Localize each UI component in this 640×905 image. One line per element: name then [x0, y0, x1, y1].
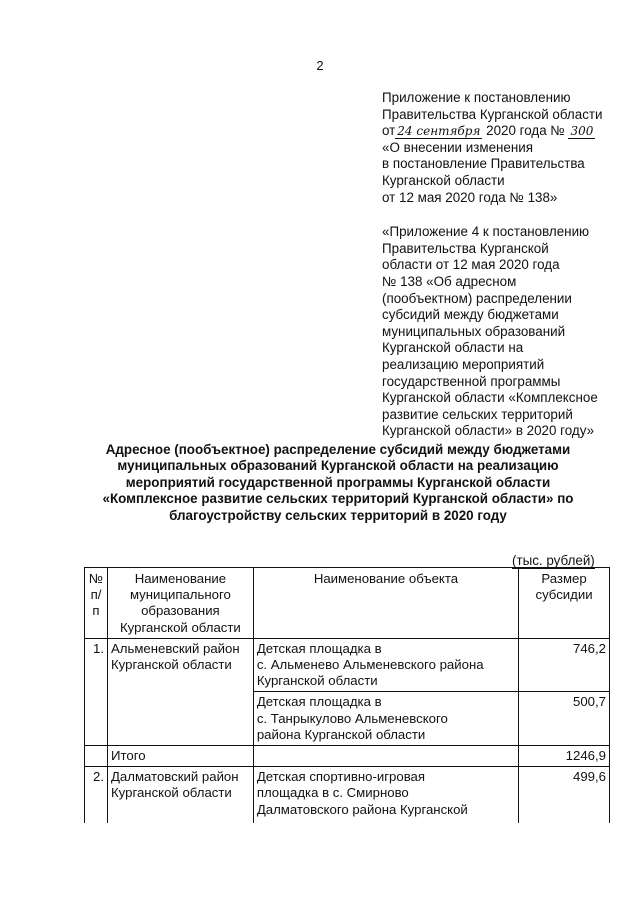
title-line: Адресное (пообъектное) распределение субсидий между бюджетами — [105, 442, 571, 457]
quote-line: № 138 «Об адресном — [382, 273, 517, 289]
total-row — [85, 746, 610, 767]
cell-line: Альменевский район — [110, 640, 240, 656]
header-subsidy — [519, 568, 610, 639]
cell-line: Далматовского района Курганской — [256, 801, 468, 817]
total-label: Итого — [107, 746, 253, 767]
title-line: «Комплексное развитие сельских территорий Курганской области» по — [102, 491, 574, 507]
cell-line: Детская площадка в — [256, 694, 382, 710]
cell-line: Курганской области — [256, 673, 378, 689]
cell-line: Детская спортивно-игровая — [256, 769, 426, 785]
units-text: (тыс. рублей) — [512, 553, 595, 568]
appendix-line: «О внесении изменения — [382, 139, 533, 155]
table-row — [85, 767, 610, 824]
quote-line: области от 12 мая 2020 года — [382, 257, 560, 273]
appendix-line: Правительства Курганской области — [382, 106, 603, 122]
header-text: Курганской области — [119, 619, 241, 635]
appendix-line: Курганской области — [382, 172, 505, 188]
header-text: Размер — [541, 571, 587, 586]
units-label — [512, 553, 595, 568]
empty-cell — [253, 746, 518, 767]
title-line: муниципальных образований Курганской области на реализацию — [117, 458, 559, 474]
header-text: субсидии — [535, 587, 593, 603]
header-municipality — [107, 568, 253, 639]
quote-line: субсидий между бюджетами — [382, 307, 559, 323]
document-title — [88, 442, 588, 524]
title-line: мероприятий государственной программы Курганской области — [125, 474, 551, 490]
quote-line: Курганской области» в 2020 году» — [382, 423, 595, 439]
cell-line: с. Танрыкулово Альменевского — [256, 710, 448, 726]
object-cell — [253, 692, 518, 746]
table-row — [85, 638, 610, 692]
quote-line: Курганской области «Комплексное — [382, 390, 598, 406]
appendix-line: от 12 мая 2020 года № 138» — [382, 189, 558, 205]
row-number: 1. — [85, 638, 108, 745]
header-number — [85, 568, 108, 639]
header-text: Наименование — [134, 571, 227, 586]
quote-line: Правительства Курганской — [382, 240, 549, 256]
header-text: муниципального — [129, 587, 231, 603]
header-object — [253, 568, 518, 639]
header-text: п/п — [90, 587, 102, 619]
header-text: образования — [141, 603, 220, 619]
appendix-line: Приложение к постановлению — [382, 90, 571, 105]
quote-line: реализацию мероприятий — [382, 356, 545, 372]
quote-line: Курганской области на — [382, 340, 524, 356]
cell-line: района Курганской области — [256, 726, 426, 742]
appendix-year-label: 2020 года № — [486, 123, 565, 139]
empty-cell — [85, 746, 108, 767]
quote-line: «Приложение 4 к постановлению — [382, 224, 590, 240]
cell-line: площадка в с. Смирново — [256, 785, 409, 801]
object-cell — [253, 638, 518, 692]
table-header-row — [85, 568, 610, 639]
title-line: благоустройству сельских территорий в 2020 году — [169, 507, 507, 523]
appendix-block — [382, 90, 622, 440]
subsidy-cell: 746,2 — [519, 638, 610, 692]
cell-line: с. Альменево Альменевского района — [256, 657, 484, 673]
object-cell — [253, 767, 518, 824]
appendix-line: в постановление Правительства — [382, 156, 585, 172]
page-number: 2 — [316, 58, 324, 73]
quote-line: (пообъектном) распределении — [382, 290, 572, 306]
handwritten-date: 24 сентября — [397, 124, 481, 139]
cell-line: Далматовский район — [110, 769, 239, 785]
appendix-gap — [382, 206, 622, 224]
subsidy-table — [84, 567, 610, 823]
cell-line: Курганской области — [110, 657, 232, 673]
header-text: № — [88, 571, 104, 586]
cell-line: Детская площадка в — [256, 640, 382, 656]
quote-line: государственной программы — [382, 373, 561, 389]
subsidy-cell: 499,6 — [519, 767, 610, 824]
quote-line: развитие сельских территорий — [382, 406, 573, 422]
appendix-date-line — [382, 123, 622, 140]
handwritten-number: 300 — [570, 124, 594, 139]
row-number: 2. — [85, 767, 108, 824]
appendix-from-label: от — [382, 123, 396, 139]
municipality-cell — [107, 767, 253, 824]
total-sum: 1246,9 — [519, 746, 610, 767]
header-text: Наименование объекта — [313, 571, 459, 586]
municipality-cell — [107, 638, 253, 745]
subsidy-cell: 500,7 — [519, 692, 610, 746]
cell-line: Курганской области — [110, 785, 232, 801]
quote-line: муниципальных образований — [382, 323, 566, 339]
